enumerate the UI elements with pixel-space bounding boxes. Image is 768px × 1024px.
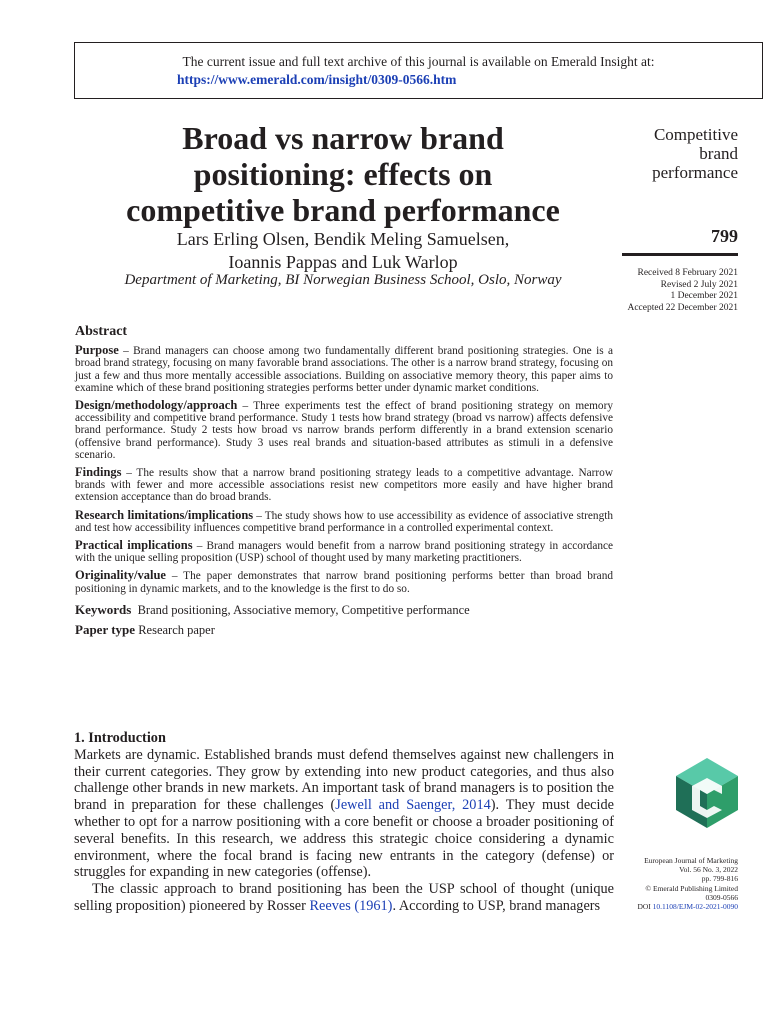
section-label: Research limitations/implications	[75, 507, 254, 522]
page-number: 799	[711, 226, 738, 246]
section-text: – The paper demonstrates that narrow brand positioning performs better than broad brand positioning in dynamic markets, and to the knowledge is the first to do so.	[75, 570, 613, 595]
journal-volume: Vol. 56 No. 3, 2022	[679, 865, 738, 875]
section-heading: 1. Introduction	[74, 730, 166, 746]
running-title-line: performance	[652, 163, 738, 182]
abstract	[75, 326, 613, 636]
accepted-date: Accepted 22 December 2021	[627, 302, 738, 313]
section-label: Purpose	[75, 343, 119, 358]
section-label: Findings	[75, 465, 122, 480]
paragraph-text: The classic approach to brand positioning has been the USP school of thought (unique selling proposition) pioneered by Rosser	[74, 881, 614, 914]
abstract-design	[75, 399, 613, 461]
abstract-limitations	[75, 509, 613, 534]
journal-name: European Journal of Marketing	[644, 856, 738, 865]
running-title-line: Competitive	[653, 125, 738, 144]
journal-pages: pp. 799-816	[701, 874, 738, 884]
body-paragraph	[74, 881, 614, 915]
journal-citation-info	[600, 856, 738, 911]
keywords-text: Brand positioning, Associative memory, Competitive performance	[137, 602, 470, 617]
paper-type-text: Research paper	[138, 623, 215, 638]
publication-history	[600, 268, 738, 314]
running-title-line: brand	[699, 144, 738, 163]
doi-link[interactable]: 10.1108/EJM-02-2021-0090	[652, 902, 738, 912]
section-text: – Three experiments test the effect of brand positioning strategy on memory accessibility and competitive brand performance. Study 1 tests how brand strategy (broad vs narrow) affects defensive brand performance. Study 2 tests how broad vs narrow brands perform differently in a brand extension scenario (offensive brand performance). Study 3 uses real brands and situation-based attributes as stimuli in a defensive scenario.	[75, 400, 613, 461]
paragraph-text: Markets are dynamic. Established brands must defend themselves against new challengers in their current categories. They grow by extending into new product categories, and thus also challenge other brands in new markets. An important task of brand managers is to position the brand in preparation for these challenges (	[74, 746, 614, 814]
author-list	[88, 228, 598, 274]
abstract-practical	[75, 539, 613, 564]
abstract-purpose	[75, 344, 613, 394]
section-label: Originality/value	[75, 568, 166, 583]
abstract-heading: Abstract	[75, 324, 128, 339]
paragraph-text: . According to USP, brand managers	[392, 897, 601, 914]
section-label: Practical implications	[75, 538, 193, 553]
publisher-logo-icon	[674, 756, 740, 830]
section-text: – Brand managers can choose among two fundamentally different brand positioning strategies. One is a broad brand strategy, focusing on many favorable brand associations. The other is a narrow brand strategy, focusing on just a few and thus more mentally accessible associations. Building on associative memory theory, this paper aims to examine which of these brand positioning strategies performs better under dynamic market conditions.	[75, 345, 613, 394]
paper-type-label: Paper type	[75, 622, 136, 638]
journal-issn: 0309-0566	[705, 892, 738, 902]
keywords-label: Keywords	[75, 601, 132, 617]
paper-type	[75, 624, 613, 636]
introduction-section	[74, 730, 614, 915]
body-paragraph	[74, 747, 614, 881]
doi-label: DOI	[637, 902, 651, 912]
affiliation: Department of Marketing, BI Norwegian Business School, Oslo, Norway	[124, 272, 562, 288]
section-text: – The results show that a narrow brand positioning strategy leads to a competitive advantage. Narrow brands with fewer and more accessible associations resist new competitors more easily and have higher brand extension acceptance than do broad brands.	[75, 467, 613, 504]
section-label: Design/methodology/approach	[75, 398, 238, 413]
author-line: Lars Erling Olsen, Bendik Meling Samuelsen,	[176, 229, 510, 249]
abstract-findings	[75, 466, 613, 504]
revised-date: Revised 2 July 2021	[660, 279, 738, 290]
title-line: positioning: effects on	[193, 156, 493, 192]
revised-date-2: 1 December 2021	[670, 291, 738, 301]
title-line: competitive brand performance	[126, 192, 560, 228]
journal-publisher: © Emerald Publishing Limited	[645, 883, 738, 893]
section-text: – The study shows how to use accessibility as evidence of associative strength and test how accessibility influences competitive brand performance in a controlled experimental context.	[75, 509, 614, 534]
sidebar-divider	[622, 253, 738, 256]
abstract-originality	[75, 569, 613, 594]
running-title	[620, 125, 738, 182]
author-line: Ioannis Pappas and Luk Warlop	[228, 252, 458, 272]
paragraph-text: ). They must decide whether to opt for a narrow positioning with a core benefit or choose a broader positioning of several benefits. In this research, we address this strategic choice considering a dynamic environment, where the focal brand is facing new entrants in the category (defense) or struggles for expanding in new categories (offense).	[74, 797, 614, 881]
journal-url-link[interactable]: https://www.emerald.com/insight/0309-0566.htm	[177, 72, 457, 87]
article-title	[88, 120, 598, 228]
citation-link[interactable]: Reeves (1961)	[309, 897, 393, 914]
title-line: Broad vs narrow brand	[182, 120, 504, 156]
notice-text: The current issue and full text archive of this journal is available on Emerald Insight at:	[182, 54, 655, 69]
keywords	[75, 601, 613, 617]
journal-availability-notice	[74, 42, 763, 99]
section-text: – Brand managers would benefit from a narrow brand positioning strategy in accordance with the unique selling proposition (USP) school of thought used by many marketing practitioners.	[75, 540, 614, 565]
journal-doi	[600, 902, 738, 911]
received-date: Received 8 February 2021	[637, 268, 738, 278]
citation-link[interactable]: Jewell and Saenger, 2014	[335, 797, 491, 814]
